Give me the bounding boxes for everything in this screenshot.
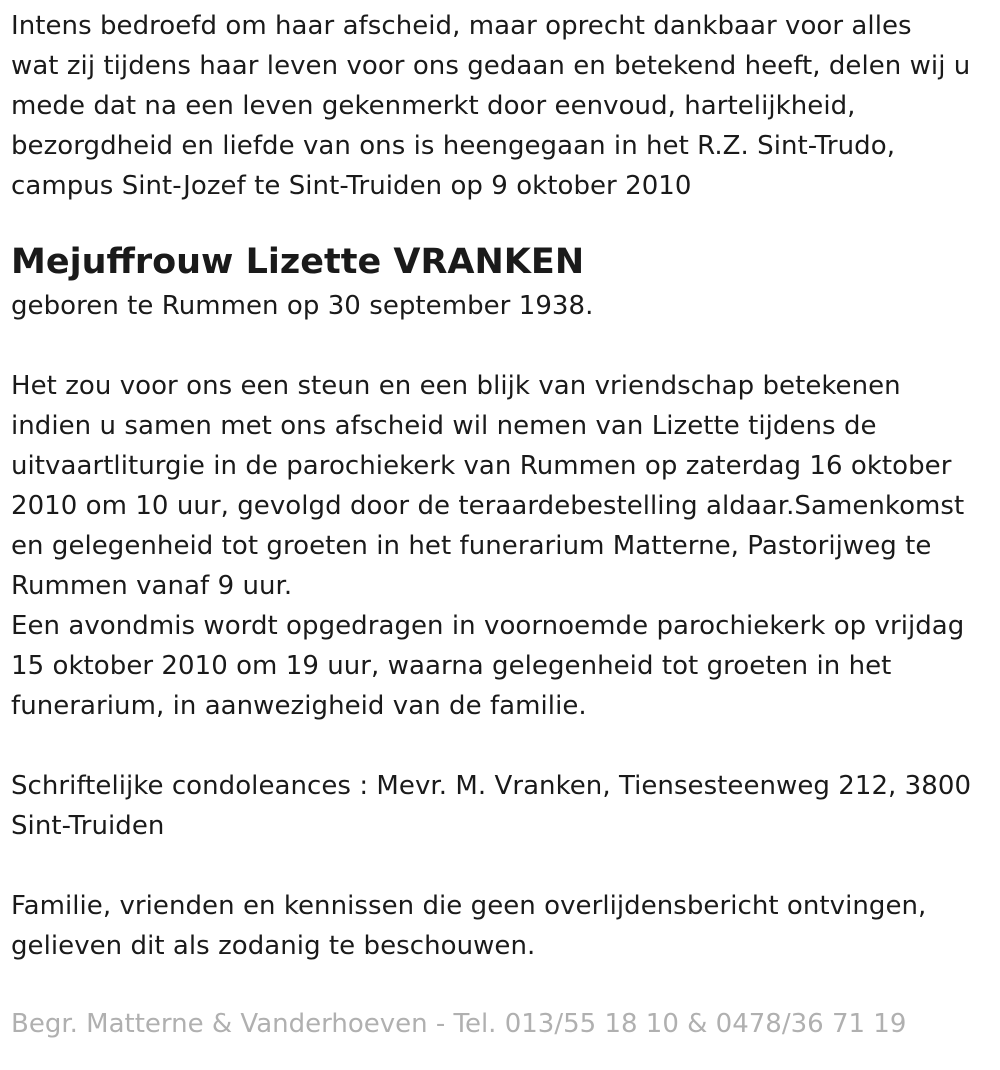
spacer (11, 846, 996, 886)
spacer (11, 326, 996, 366)
funeral-line: 15 oktober 2010 om 19 uur, waarna gelegenheid tot groeten in het (11, 651, 892, 681)
intro-line: mede dat na een leven gekenmerkt door eenvoud, hartelijkheid, (11, 91, 856, 121)
death-notice (11, 6, 996, 1044)
closing-line: Familie, vrienden en kennissen die geen overlijdensbericht ontvingen, (11, 891, 927, 921)
funeral-home-footer: Begr. Matterne & Vanderhoeven - Tel. 013/55 18 10 & 0478/36 71 19 (11, 1009, 907, 1039)
funeral-line: uitvaartliturgie in de parochiekerk van Rummen op zaterdag 16 oktober (11, 451, 952, 481)
condolences-line: Sint-Truiden (11, 811, 165, 841)
spacer (11, 726, 996, 766)
intro-line: campus Sint-Jozef te Sint-Truiden op 9 oktober 2010 (11, 171, 692, 201)
deceased-name: Mejuffrouw Lizette VRANKEN (11, 242, 585, 282)
funeral-line: en gelegenheid tot groeten in het funerarium Matterne, Pastorijweg te (11, 531, 932, 561)
funeral-line: Een avondmis wordt opgedragen in voornoemde parochiekerk op vrijdag (11, 611, 965, 641)
funeral-line: Rummen vanaf 9 uur. (11, 571, 293, 601)
intro-line: Intens bedroefd om haar afscheid, maar oprecht dankbaar voor alles (11, 11, 912, 41)
funeral-line: 2010 om 10 uur, gevolgd door de teraardebestelling aldaar.Samenkomst (11, 491, 965, 521)
closing-line: gelieven dit als zodanig te beschouwen. (11, 931, 536, 961)
spacer (11, 966, 996, 1004)
funeral-line: indien u samen met ons afscheid wil nemen van Lizette tijdens de (11, 411, 877, 441)
condolences-paragraph (11, 766, 996, 846)
intro-paragraph (11, 6, 996, 206)
funeral-paragraph (11, 366, 996, 726)
closing-paragraph (11, 886, 996, 966)
funeral-line: Het zou voor ons een steun en een blijk van vriendschap betekenen (11, 371, 901, 401)
birth-info: geboren te Rummen op 30 september 1938. (11, 291, 594, 321)
intro-line: wat zij tijdens haar leven voor ons gedaan en betekend heeft, delen wij u (11, 51, 971, 81)
spacer (11, 206, 996, 238)
condolences-line: Schriftelijke condoleances : Mevr. M. Vranken, Tiensesteenweg 212, 3800 (11, 771, 972, 801)
intro-line: bezorgdheid en liefde van ons is heengegaan in het R.Z. Sint-Trudo, (11, 131, 896, 161)
funeral-line: funerarium, in aanwezigheid van de familie. (11, 691, 587, 721)
